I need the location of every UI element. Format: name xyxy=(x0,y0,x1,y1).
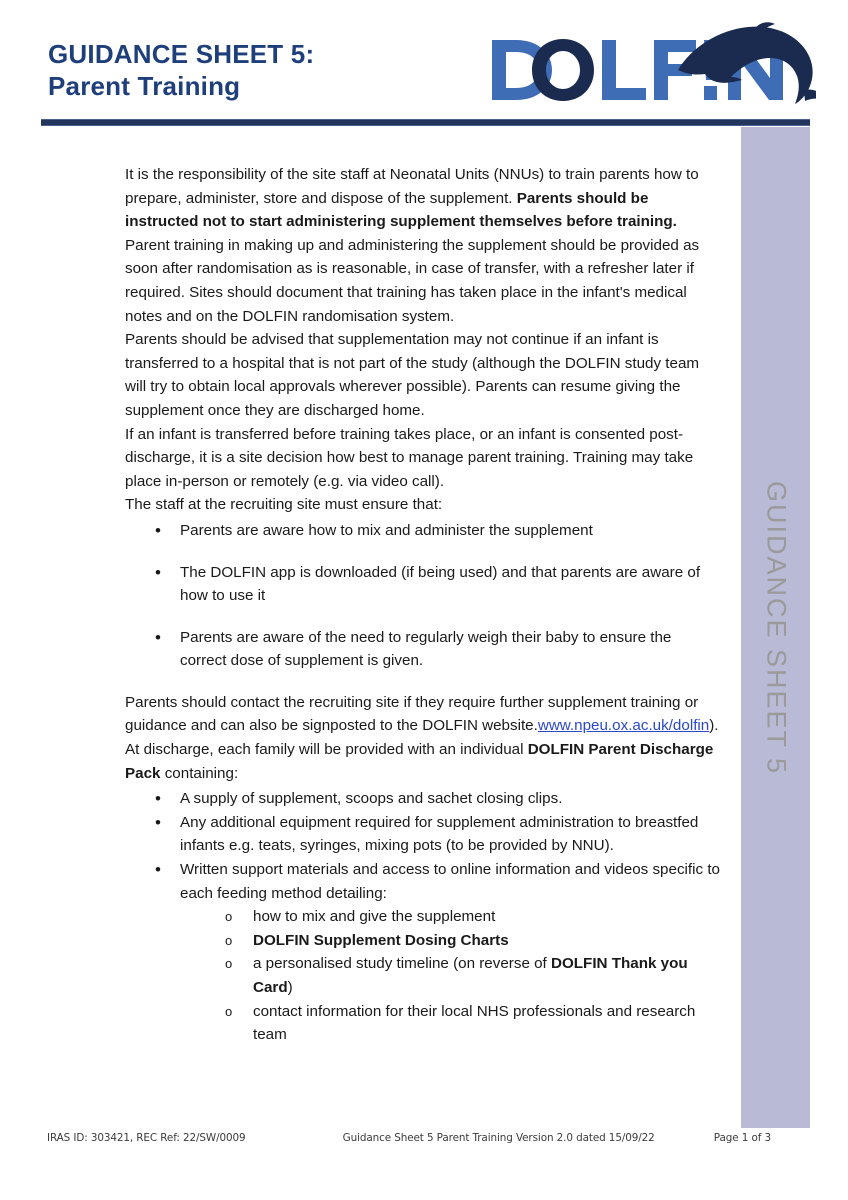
page-title-line-1: GUIDANCE SHEET 5: xyxy=(48,39,315,69)
paragraph-staff-must-ensure: The staff at the recruiting site must ensure that: xyxy=(125,496,443,514)
sub-list-item-text-b: ) xyxy=(287,979,293,996)
list-item: • Parents are aware how to mix and administer the supplement xyxy=(125,519,720,543)
dolfin-logo xyxy=(486,22,816,122)
sub-list-item xyxy=(125,952,720,999)
paragraph-responsibility-emphasis: Parents should be instructed not to start administering supplement themselves before training. xyxy=(125,189,677,231)
document-body xyxy=(125,163,720,1047)
dolfin-website-link[interactable]: www.npeu.ox.ac.uk/dolfin xyxy=(537,717,710,735)
list-item: • Written support materials and access to online information and videos specific to each feeding method detailing: xyxy=(125,858,720,905)
paragraph-contact-site-text-a: Parents should contact the recruiting site if they require further supplement training or guidance and can also be signposted to the DOLFIN website. xyxy=(125,693,699,735)
document-footer xyxy=(47,1132,771,1144)
page-title-line-2: Parent Training xyxy=(48,71,241,101)
paragraph-contact-site-text-b: ). xyxy=(709,717,719,735)
sub-list-item: o how to mix and give the supplement xyxy=(125,905,720,929)
footer-iras-id: IRAS ID: 303421, REC Ref: 22/SW/0009 xyxy=(47,1132,246,1144)
feeding-method-details-list xyxy=(125,905,720,1047)
sub-list-item-emphasis: DOLFIN Supplement Dosing Charts xyxy=(253,931,509,949)
paragraph-transfer-advice: Parents should be advised that supplementation may not continue if an infant is transferred to a hospital that is not part of the study (although the DOLFIN study team will try to obtain local approvals wherever possible). Parents can resume giving the supplement once they are discharged home. xyxy=(125,331,700,419)
paragraph-discharge-pack-text-a: At discharge, each family will be provided with an individual xyxy=(125,741,528,759)
paragraph-discharge-pack xyxy=(125,738,720,785)
paragraph-responsibility-text-a: It is the responsibility of the site staff at Neonatal Units (NNUs) to train parents how to prepare, administer, store and dispose of the supplement. xyxy=(125,166,699,207)
dolphin-icon xyxy=(678,22,816,104)
discharge-pack-contents-list xyxy=(125,787,720,905)
sidebar-band-label: GUIDANCE SHEET 5 xyxy=(761,480,791,775)
footer-page-number: Page 1 of 3 xyxy=(713,1132,771,1144)
paragraph-responsibility-text-b: Parent training in making up and administering the supplement should be provided as soon after randomisation as is reasonable, in case of transfer, with a refresher later if required. Sites should document that training has taken place in the infant's medical notes and on the DOLFIN randomisation system. xyxy=(125,236,700,325)
staff-requirements-list xyxy=(125,519,720,673)
paragraph-discharge-pack-emphasis: DOLFIN Parent Discharge Pack xyxy=(125,741,714,782)
footer-document-title: Guidance Sheet 5 Parent Training Version 2.0 dated 15/09/22 xyxy=(342,1132,655,1144)
list-item: • Any additional equipment required for supplement administration to breastfed infants e.g. teats, syringes, mixing pots (to be provided by NNU). xyxy=(125,811,720,858)
paragraph-site-decision: If an infant is transferred before training takes place, or an infant is consented post-discharge, it is a site decision how best to manage parent training. Training may take place in-person or remotely (e.g. via video call). xyxy=(125,425,694,490)
document-header xyxy=(0,0,848,130)
list-item: • Parents are aware of the need to regularly weigh their baby to ensure the correct dose of supplement is given. xyxy=(125,626,720,673)
paragraph-contact-site xyxy=(125,691,720,738)
sidebar-band xyxy=(741,127,810,1128)
paragraph-discharge-pack-text-b: containing: xyxy=(160,764,239,782)
sub-list-item-text-a: a personalised study timeline (on reverse of xyxy=(253,955,551,973)
sub-list-item: o contact information for their local NHS professionals and research team xyxy=(125,1000,720,1047)
list-item: • The DOLFIN app is downloaded (if being used) and that parents are aware of how to use it xyxy=(125,561,720,608)
sub-list-item xyxy=(125,929,720,953)
header-divider-rule xyxy=(41,119,810,126)
paragraph-responsibility xyxy=(125,163,720,328)
sub-list-item-emphasis: DOLFIN Thank you Card xyxy=(253,955,688,996)
list-item: • A supply of supplement, scoops and sachet closing clips. xyxy=(125,787,720,811)
page-title xyxy=(48,38,314,102)
